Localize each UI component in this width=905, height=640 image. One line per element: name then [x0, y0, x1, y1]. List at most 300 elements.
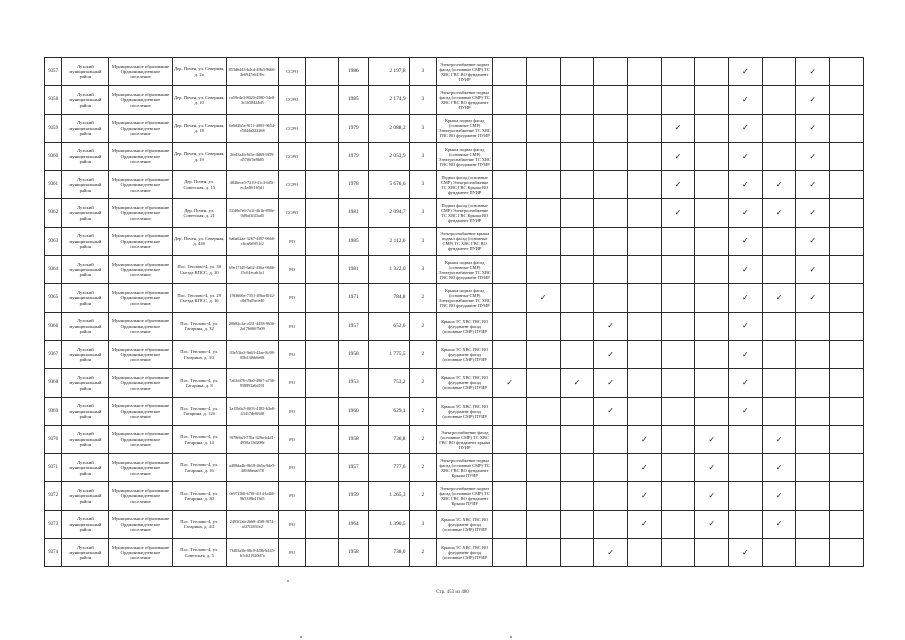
empty-cell — [306, 114, 339, 142]
check-mark-icon: ✓ — [762, 199, 796, 227]
empty-check-cell — [526, 58, 560, 86]
uuid-cell: 19f3606e-7351-49ba-8f42-c8d7bd5ece40 — [226, 284, 278, 312]
empty-check-cell — [493, 256, 527, 284]
floors-cell: 3 — [409, 142, 437, 170]
year-cell: 1953 — [339, 369, 369, 397]
empty-check-cell — [729, 425, 763, 453]
municipality-cell: Муниципальное образование Орджоникидзевское поселение — [109, 312, 172, 340]
table-row — [45, 425, 864, 453]
scan-speck — [300, 636, 302, 638]
empty-cell — [830, 171, 864, 199]
empty-check-cell — [493, 312, 527, 340]
check-mark-icon: ✓ — [729, 369, 763, 397]
empty-check-cell — [560, 312, 594, 340]
area-cell: 1 390,5 — [368, 510, 409, 538]
empty-check-cell — [695, 340, 729, 368]
municipality-cell: Муниципальное образование Орджоникидзевское поселение — [109, 482, 172, 510]
municipality-cell: Муниципальное образование Орджоникидзевское поселение — [109, 454, 172, 482]
check-mark-icon: ✓ — [796, 142, 830, 170]
check-mark-icon: ✓ — [729, 142, 763, 170]
empty-check-cell — [493, 425, 527, 453]
district-cell: Лухский муниципальный район — [62, 510, 109, 538]
empty-check-cell — [661, 86, 695, 114]
table-row — [45, 256, 864, 284]
row-number: 9374 — [45, 539, 62, 567]
row-number: 9363 — [45, 227, 62, 255]
empty-check-cell — [796, 510, 830, 538]
empty-check-cell — [560, 539, 594, 567]
empty-cell — [306, 58, 339, 86]
uuid-cell: 2493f2ab-2bb8-43f8-9f74-a3f7f2831e2 — [226, 510, 278, 538]
year-cell: 1979 — [339, 114, 369, 142]
district-cell: Лухский муниципальный район — [62, 369, 109, 397]
empty-check-cell — [661, 312, 695, 340]
empty-cell — [306, 369, 339, 397]
empty-cell — [306, 256, 339, 284]
area-cell: 2 112,6 — [368, 227, 409, 255]
check-mark-icon: ✓ — [796, 199, 830, 227]
check-mark-icon: ✓ — [729, 86, 763, 114]
empty-cell — [830, 227, 864, 255]
address-cell: Пос. Теплово-4, ул. Гагарина, д. 12б — [172, 397, 226, 425]
municipality-cell: Муниципальное образование Орджоникидзевское поселение — [109, 114, 172, 142]
district-cell: Лухский муниципальный район — [62, 227, 109, 255]
empty-check-cell — [594, 227, 628, 255]
empty-check-cell — [796, 425, 830, 453]
works-cell: Подвал фасад (основные СМР) Электроснабжение ТС ХВС ГВС Крыша ВО фундамент ПУИР — [437, 171, 493, 199]
works-cell: Крыша подвал фасад (основные СМР) Электроснабжение ТС ХВС ГВС ВО фундамент ПУИР — [437, 142, 493, 170]
row-number: 9369 — [45, 397, 62, 425]
type-cell: ССРО — [278, 114, 306, 142]
check-mark-icon: ✓ — [762, 510, 796, 538]
empty-check-cell — [526, 369, 560, 397]
address-cell: Пос. Теплово-4, ул. Гагарина, д. 4/2 — [172, 510, 226, 538]
works-cell: Электроснабжение фасад (основные СМР) ТС ХВС ГВС ВО фундамент крыша ПУИР — [437, 425, 493, 453]
type-cell: ССРО — [278, 142, 306, 170]
type-cell: РО — [278, 369, 306, 397]
uuid-cell: 6a6a62ae-3267-4f07-9666-c6ca8a9f51f2 — [226, 227, 278, 255]
empty-cell — [830, 539, 864, 567]
check-mark-icon: ✓ — [661, 114, 695, 142]
empty-check-cell — [661, 482, 695, 510]
empty-check-cell — [526, 510, 560, 538]
municipality-cell: Муниципальное образование Орджоникидзевское поселение — [109, 86, 172, 114]
uuid-cell: 7a63df76-c9b0-4967-a736-958892a6d191 — [226, 369, 278, 397]
area-cell: 629,1 — [368, 397, 409, 425]
year-cell: 1957 — [339, 454, 369, 482]
year-cell: 1981 — [339, 199, 369, 227]
empty-cell — [830, 454, 864, 482]
empty-check-cell — [560, 86, 594, 114]
area-cell: 652,6 — [368, 312, 409, 340]
area-cell: 753,2 — [368, 369, 409, 397]
row-number: 9367 — [45, 340, 62, 368]
empty-check-cell — [695, 369, 729, 397]
empty-check-cell — [627, 142, 661, 170]
table-row — [45, 58, 864, 86]
uuid-cell: 4846ece3-7219-41c3-bf5f-ec4e40f165d1 — [226, 171, 278, 199]
check-mark-icon: ✓ — [729, 199, 763, 227]
check-mark-icon: ✓ — [627, 510, 661, 538]
empty-check-cell — [560, 284, 594, 312]
row-number: 9373 — [45, 510, 62, 538]
works-cell: Крыша ТС ХВС ГВС ВО фундамент фасад (основные СМР) ПУИР — [437, 510, 493, 538]
empty-cell — [830, 425, 864, 453]
works-cell: Крыша ТС ХВС ГВС ВО фундамент фасад (основные СМР) ПУИР — [437, 539, 493, 567]
district-cell: Лухский муниципальный район — [62, 539, 109, 567]
check-mark-icon: ✓ — [627, 425, 661, 453]
table-row — [45, 539, 864, 567]
check-mark-icon: ✓ — [796, 86, 830, 114]
empty-check-cell — [526, 142, 560, 170]
floors-cell: 2 — [409, 454, 437, 482]
district-cell: Лухский муниципальный район — [62, 425, 109, 453]
type-cell: РО — [278, 510, 306, 538]
empty-check-cell — [526, 86, 560, 114]
empty-check-cell — [695, 142, 729, 170]
empty-check-cell — [594, 284, 628, 312]
type-cell: РО — [278, 454, 306, 482]
works-cell: Крыша подвал фасад (основные СМР) Электроснабжение ТС ХВС ГВС ВО фундамент ПУИР — [437, 114, 493, 142]
empty-check-cell — [762, 256, 796, 284]
empty-cell — [830, 58, 864, 86]
empty-check-cell — [661, 227, 695, 255]
year-cell: 1985 — [339, 86, 369, 114]
district-cell: Лухский муниципальный район — [62, 256, 109, 284]
municipality-cell: Муниципальное образование Орджоникидзевское поселение — [109, 510, 172, 538]
district-cell: Лухский муниципальный район — [62, 142, 109, 170]
check-mark-icon: ✓ — [560, 369, 594, 397]
row-number: 9365 — [45, 284, 62, 312]
check-mark-icon: ✓ — [729, 227, 763, 255]
empty-check-cell — [695, 171, 729, 199]
row-number: 9362 — [45, 199, 62, 227]
district-cell: Лухский муниципальный район — [62, 114, 109, 142]
uuid-cell: 52d8a7e6-7a1f-4b1b-890e-0d9af3f43ad5 — [226, 199, 278, 227]
empty-check-cell — [695, 256, 729, 284]
empty-check-cell — [493, 284, 527, 312]
empty-check-cell — [762, 539, 796, 567]
check-mark-icon: ✓ — [594, 340, 628, 368]
type-cell: РО — [278, 482, 306, 510]
works-cell: Крыша ТС ХВС ГВС ВО фундамент фасад (основные СМР) ПУИР — [437, 397, 493, 425]
row-number: 9368 — [45, 369, 62, 397]
empty-check-cell — [627, 340, 661, 368]
area-cell: 2 088,2 — [368, 114, 409, 142]
check-mark-icon: ✓ — [762, 425, 796, 453]
check-mark-icon: ✓ — [594, 539, 628, 567]
district-cell: Лухский муниципальный район — [62, 284, 109, 312]
check-mark-icon: ✓ — [729, 397, 763, 425]
municipality-cell: Муниципальное образование Орджоникидзевское поселение — [109, 256, 172, 284]
area-cell: 738,0 — [368, 539, 409, 567]
check-mark-icon: ✓ — [762, 454, 796, 482]
empty-check-cell — [594, 199, 628, 227]
address-cell: Дер. Почен, ул. Северная, д. 19 — [172, 142, 226, 170]
check-mark-icon: ✓ — [661, 199, 695, 227]
empty-cell — [830, 86, 864, 114]
floors-cell: 2 — [409, 397, 437, 425]
empty-check-cell — [796, 482, 830, 510]
row-number: 9358 — [45, 86, 62, 114]
municipality-cell: Муниципальное образование Орджоникидзевское поселение — [109, 227, 172, 255]
empty-check-cell — [526, 397, 560, 425]
empty-check-cell — [560, 454, 594, 482]
empty-check-cell — [493, 482, 527, 510]
type-cell: РО — [278, 227, 306, 255]
area-cell: 1 265,3 — [368, 482, 409, 510]
empty-check-cell — [762, 142, 796, 170]
uuid-cell: 2a15b6c5-0f03-4185-b3e8-43417de0f6f8 — [226, 397, 278, 425]
year-cell: 1960 — [339, 397, 369, 425]
check-mark-icon: ✓ — [627, 454, 661, 482]
type-cell: РО — [278, 312, 306, 340]
area-cell: 777,6 — [368, 454, 409, 482]
empty-check-cell — [594, 114, 628, 142]
empty-check-cell — [762, 58, 796, 86]
floors-cell: 3 — [409, 114, 437, 142]
floors-cell: 3 — [409, 58, 437, 86]
empty-check-cell — [627, 256, 661, 284]
check-mark-icon: ✓ — [796, 284, 830, 312]
address-cell: Дер. Почен, ул. Северная, д. 10 — [172, 86, 226, 114]
empty-check-cell — [594, 142, 628, 170]
works-cell: Крыша подвал фасад (основные СМР) Электроснабжение ТС ХВС ГВС ВО фундамент ПУИР — [437, 284, 493, 312]
empty-check-cell — [594, 425, 628, 453]
empty-check-cell — [560, 142, 594, 170]
row-number: 9366 — [45, 312, 62, 340]
check-mark-icon: ✓ — [796, 58, 830, 86]
uuid-cell: 0e6d2b5a-9f11-4005-9654-c5044a222268 — [226, 114, 278, 142]
floors-cell: 2 — [409, 369, 437, 397]
empty-check-cell — [526, 312, 560, 340]
table-row — [45, 284, 864, 312]
works-cell: Крыша подвал фасад (основные СМР) Электроснабжение ТС ХВС ГВС ВО фундамент ПУИР — [437, 256, 493, 284]
check-mark-icon: ✓ — [695, 425, 729, 453]
check-mark-icon: ✓ — [796, 227, 830, 255]
district-cell: Лухский муниципальный район — [62, 340, 109, 368]
area-cell: 2 053,9 — [368, 142, 409, 170]
empty-check-cell — [560, 114, 594, 142]
empty-check-cell — [493, 227, 527, 255]
table-row — [45, 454, 864, 482]
empty-cell — [306, 454, 339, 482]
row-number: 9360 — [45, 142, 62, 170]
type-cell: РО — [278, 256, 306, 284]
empty-check-cell — [729, 482, 763, 510]
uuid-cell: 20b82c2a-c631-4438-9656-2a17b6667b09 — [226, 312, 278, 340]
area-cell: 2 197,8 — [368, 58, 409, 86]
check-mark-icon: ✓ — [729, 58, 763, 86]
empty-check-cell — [627, 369, 661, 397]
empty-check-cell — [627, 397, 661, 425]
empty-check-cell — [695, 539, 729, 567]
check-mark-icon: ✓ — [796, 256, 830, 284]
table-row — [45, 86, 864, 114]
uuid-cell: 853d6443-b4cd-49b3-9666-2e6947e6439c — [226, 58, 278, 86]
floors-cell: 2 — [409, 312, 437, 340]
type-cell: РО — [278, 539, 306, 567]
empty-cell — [306, 425, 339, 453]
address-cell: Пос. Теплово-4, ул. Гагарина, д. 16 — [172, 454, 226, 482]
check-mark-icon: ✓ — [594, 369, 628, 397]
empty-check-cell — [560, 199, 594, 227]
empty-check-cell — [695, 199, 729, 227]
table-row — [45, 369, 864, 397]
table-row — [45, 142, 864, 170]
year-cell: 1978 — [339, 171, 369, 199]
district-cell: Лухский муниципальный район — [62, 58, 109, 86]
empty-check-cell — [695, 114, 729, 142]
table-body — [45, 58, 864, 567]
check-mark-icon: ✓ — [762, 284, 796, 312]
empty-check-cell — [695, 397, 729, 425]
empty-check-cell — [594, 58, 628, 86]
empty-cell — [306, 86, 339, 114]
empty-check-cell — [661, 397, 695, 425]
check-mark-icon: ✓ — [695, 454, 729, 482]
empty-check-cell — [560, 171, 594, 199]
empty-cell — [830, 369, 864, 397]
empty-check-cell — [526, 114, 560, 142]
empty-check-cell — [627, 312, 661, 340]
year-cell: 1979 — [339, 142, 369, 170]
type-cell: РО — [278, 284, 306, 312]
empty-check-cell — [627, 199, 661, 227]
empty-check-cell — [796, 340, 830, 368]
floors-cell: 3 — [409, 171, 437, 199]
address-cell: Пос. Теплово-4, ул. Гагарина, д. 8 — [172, 369, 226, 397]
works-cell: Электроснабжение подвал фасад (основные СМР) ТС ХВС ГВС ВО фундамент Крыша ПУИР — [437, 454, 493, 482]
empty-cell — [306, 539, 339, 567]
address-cell: Дер. Почен, ул. Советская, д. 15 — [172, 171, 226, 199]
row-number: 9370 — [45, 425, 62, 453]
type-cell: РО — [278, 397, 306, 425]
empty-check-cell — [695, 312, 729, 340]
floors-cell: 3 — [409, 510, 437, 538]
empty-check-cell — [493, 58, 527, 86]
scan-speck — [287, 580, 289, 582]
table-row — [45, 397, 864, 425]
empty-cell — [830, 340, 864, 368]
district-cell: Лухский муниципальный район — [62, 482, 109, 510]
program-table — [44, 57, 864, 567]
empty-check-cell — [560, 425, 594, 453]
empty-check-cell — [661, 510, 695, 538]
empty-check-cell — [560, 397, 594, 425]
municipality-cell: Муниципальное образование Орджоникидзевское поселение — [109, 284, 172, 312]
check-mark-icon: ✓ — [695, 482, 729, 510]
empty-cell — [830, 482, 864, 510]
type-cell: ССРО — [278, 86, 306, 114]
empty-check-cell — [695, 284, 729, 312]
address-cell: Пос. Теплово-4, ул. Гагарина, д. 3/2 — [172, 340, 226, 368]
table-row — [45, 171, 864, 199]
empty-check-cell — [493, 199, 527, 227]
district-cell: Лухский муниципальный район — [62, 171, 109, 199]
municipality-cell: Муниципальное образование Орджоникидзевское поселение — [109, 397, 172, 425]
empty-check-cell — [526, 199, 560, 227]
floors-cell: 3 — [409, 86, 437, 114]
empty-check-cell — [560, 510, 594, 538]
area-cell: 1 322,0 — [368, 256, 409, 284]
year-cell: 1981 — [339, 256, 369, 284]
empty-check-cell — [526, 171, 560, 199]
check-mark-icon: ✓ — [661, 142, 695, 170]
empty-check-cell — [661, 340, 695, 368]
check-mark-icon: ✓ — [594, 397, 628, 425]
address-cell: Дер. Почен, ул. Советская, д. 21 — [172, 199, 226, 227]
works-cell: Крыша ТС ХВС ГВС ВО фундамент фасад (основные СМР) ПУИР — [437, 340, 493, 368]
table-row — [45, 482, 864, 510]
year-cell: 1964 — [339, 510, 369, 538]
empty-cell — [830, 199, 864, 227]
empty-check-cell — [493, 510, 527, 538]
uuid-cell: 03e53fa3-9a63-42ae-8c98-85b13f6b6e68 — [226, 340, 278, 368]
works-cell: Электроснабжение подвал фасад (основные СМР) ТС ХВС ГВС ВО фундамент ПУИР — [437, 86, 493, 114]
empty-check-cell — [796, 539, 830, 567]
floors-cell: 2 — [409, 482, 437, 510]
year-cell: 1986 — [339, 58, 369, 86]
uuid-cell: ca59e4e3-8620-4580-54e8-3c1658424d5 — [226, 86, 278, 114]
empty-check-cell — [560, 58, 594, 86]
empty-cell — [830, 114, 864, 142]
uuid-cell: 7f403a5b-98c9-4f0b-b445-b1c621920d7a — [226, 539, 278, 567]
floors-cell: 2 — [409, 539, 437, 567]
works-cell: Электроснабжение подвал фасад (основные СМР) ТС ХВС ГВС ВО фундамент Крыша ПУИР — [437, 482, 493, 510]
empty-check-cell — [695, 86, 729, 114]
empty-check-cell — [762, 312, 796, 340]
empty-check-cell — [627, 58, 661, 86]
table-row — [45, 510, 864, 538]
municipality-cell: Муниципальное образование Орджоникидзевское поселение — [109, 369, 172, 397]
empty-check-cell — [493, 142, 527, 170]
empty-cell — [830, 142, 864, 170]
year-cell: 1971 — [339, 284, 369, 312]
empty-check-cell — [526, 256, 560, 284]
empty-check-cell — [594, 171, 628, 199]
empty-check-cell — [762, 340, 796, 368]
year-cell: 1958 — [339, 539, 369, 567]
floors-cell: 2 — [409, 340, 437, 368]
floors-cell: 3 — [409, 256, 437, 284]
empty-check-cell — [627, 539, 661, 567]
table-row — [45, 199, 864, 227]
municipality-cell: Муниципальное образование Орджоникидзевское поселение — [109, 539, 172, 567]
empty-check-cell — [526, 425, 560, 453]
empty-check-cell — [762, 227, 796, 255]
type-cell: ССРО — [278, 58, 306, 86]
uuid-cell: 0e97f166-b70f-4114-bd46-9b53f9b413d5 — [226, 482, 278, 510]
empty-cell — [306, 142, 339, 170]
empty-check-cell — [493, 114, 527, 142]
empty-check-cell — [661, 369, 695, 397]
empty-cell — [306, 171, 339, 199]
empty-cell — [830, 256, 864, 284]
year-cell: 1959 — [339, 482, 369, 510]
empty-check-cell — [695, 58, 729, 86]
area-cell: 1 775,5 — [368, 340, 409, 368]
empty-cell — [830, 312, 864, 340]
year-cell: 1958 — [339, 340, 369, 368]
check-mark-icon: ✓ — [627, 482, 661, 510]
empty-check-cell — [762, 86, 796, 114]
type-cell: РО — [278, 425, 306, 453]
municipality-cell: Муниципальное образование Орджоникидзевское поселение — [109, 171, 172, 199]
district-cell: Лухский муниципальный район — [62, 312, 109, 340]
empty-check-cell — [627, 86, 661, 114]
check-mark-icon: ✓ — [729, 256, 763, 284]
